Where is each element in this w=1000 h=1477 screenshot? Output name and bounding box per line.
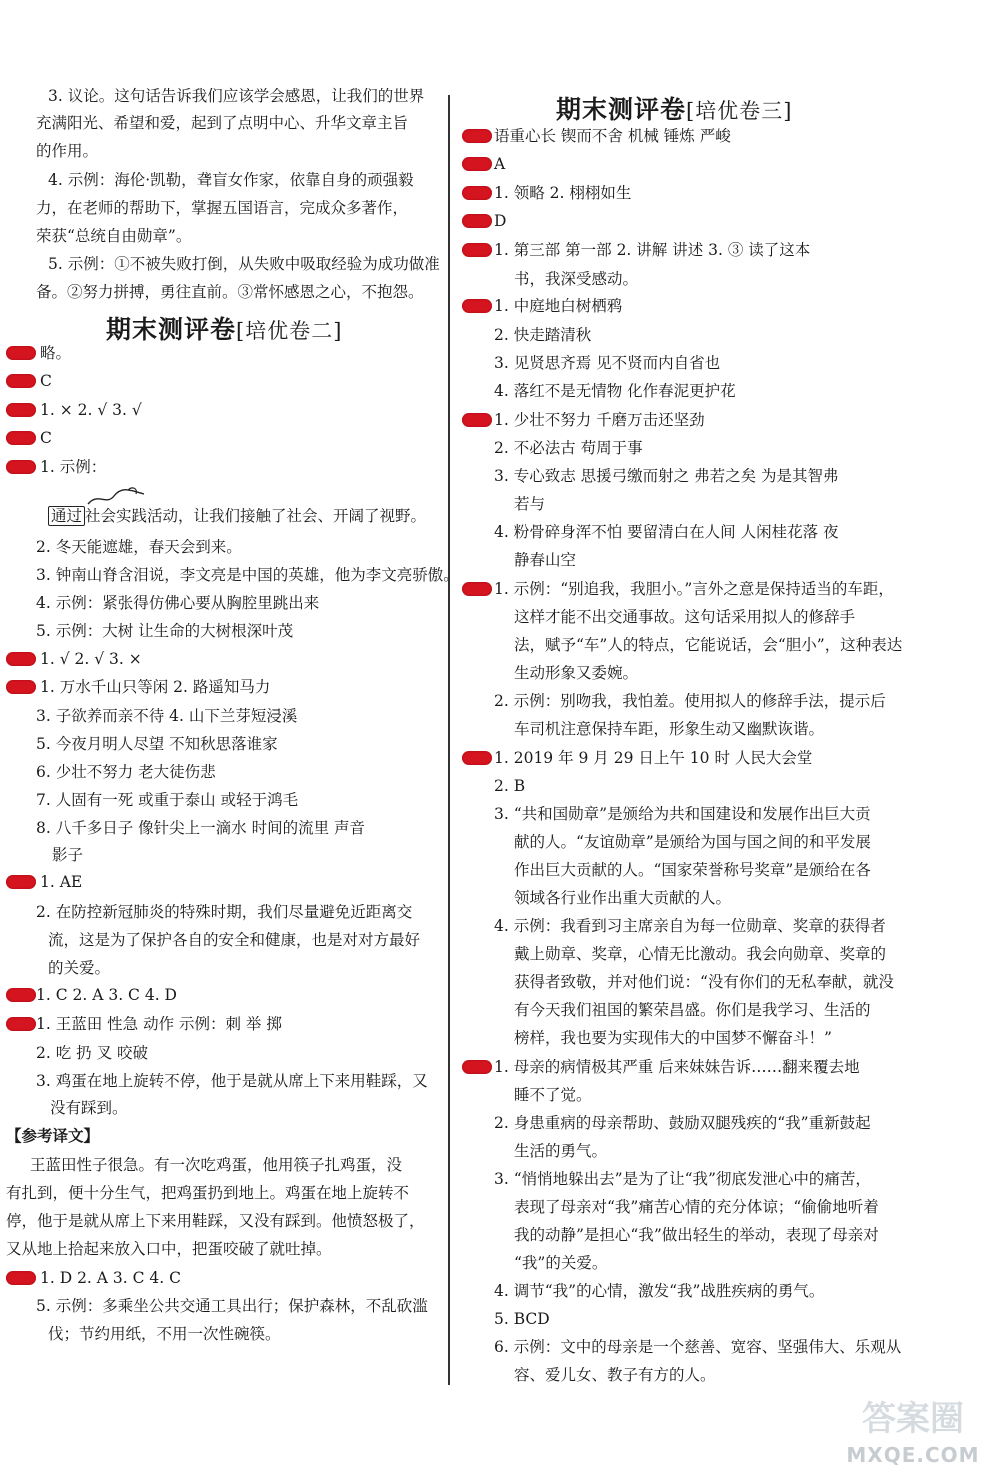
section-marker: [6, 346, 36, 360]
answer-line: 力，在老师的帮助下，掌握五国语言，完成众多著作，: [36, 199, 409, 217]
answer-line: 4. 粉骨碎身浑不怕 要留清白在人间 人闲桂花落 夜: [494, 523, 839, 541]
answer-line: 1. D 2. A 3. C 4. C: [40, 1269, 181, 1287]
section-marker: [462, 214, 492, 228]
answer-line: 作出巨大贡献的人。“国家荣誉称号奖章”是颁给在各: [514, 861, 871, 879]
answer-line: A: [494, 155, 506, 173]
answer-line: 2. 不必法古 苟周于事: [494, 439, 643, 457]
answer-line: 伐；节约用纸，不用一次性碗筷。: [48, 1325, 281, 1343]
section-marker: [6, 431, 36, 445]
section-marker: [462, 1060, 492, 1074]
answer-line: 4. 示例：紧张得仿佛心要从胸腔里跳出来: [36, 594, 320, 612]
column-divider: [448, 95, 450, 1385]
section-marker: [462, 299, 492, 313]
answer-line: 1. 领略 2. 栩栩如生: [494, 184, 632, 202]
answer-line: 4. 示例：我看到习主席亲自为每一位勋章、奖章的获得者: [494, 917, 886, 935]
answer-line: 睡不了觉。: [514, 1086, 592, 1104]
section-marker: [462, 413, 492, 427]
answer-line: 1. √ 2. √ 3. ×: [40, 650, 142, 668]
section-marker: [462, 243, 492, 257]
section-marker: [6, 403, 36, 417]
watermark-url: MXQE.COM: [846, 1443, 980, 1467]
answer-line: 2. 快走踏清秋: [494, 326, 592, 344]
answer-line-boxed: [48, 506, 426, 526]
answer-line: 书，我深受感动。: [514, 270, 639, 288]
answer-line: 8. 八千多日子 像针尖上一滴水 时间的流里 声音: [36, 819, 365, 837]
answer-line: 1. 示例：: [40, 458, 107, 476]
exam3-title-text: 期末测评卷: [556, 95, 687, 124]
answer-line: 5. 示例：①不被失败打倒，从失败中吸取经验为成功做准: [48, 255, 440, 273]
watermark-logo: 答案圈: [862, 1399, 964, 1439]
reference-heading: 【参考译文】: [6, 1126, 100, 1145]
answer-line: 法，赋予“车”人的特点，它能说话，会“胆小”，这种表达: [514, 636, 903, 654]
answer-line: 有今天我们祖国的繁荣昌盛。你们是我学习、生活的: [514, 1001, 871, 1019]
answer-line: 1. 少壮不努力 千磨万击还坚劲: [494, 411, 705, 429]
answer-line: 表现了母亲对“我”痛苦心情的充分体谅；“偷偷地听着: [514, 1198, 879, 1216]
boxed-word: 通过: [48, 506, 85, 526]
answer-line: 1. C 2. A 3. C 4. D: [36, 986, 177, 1004]
answer-line: 1. 母亲的病情极其严重 后来妹妹告诉……翻来覆去地: [494, 1058, 860, 1076]
answer-line: 我的动静”是担心“我”做出轻生的举动，表现了母亲对: [514, 1226, 879, 1244]
answer-line: 2. 示例：别吻我，我怕羞。使用拟人的修辞手法，提示后: [494, 692, 886, 710]
answer-line: 5. 示例：多乘坐公共交通工具出行；保护森林，不乱砍滥: [36, 1297, 428, 1315]
answer-line: 3. 鸡蛋在地上旋转不停，他于是就从席上下来用鞋踩，又: [36, 1072, 428, 1090]
exam3-subtitle: [培优卷三]: [686, 99, 793, 123]
answer-line: 2. 冬天能遮雄，春天会到来。: [36, 538, 242, 556]
answer-line: 备。②努力拼搏，勇往直前。③常怀感恩之心，不抱怨。: [36, 283, 424, 301]
answer-line: 获得者致敬，并对他们说：“没有你们的无私奉献，就没: [514, 973, 894, 991]
answer-line: 车司机注意保持车距，形象生动又幽默诙谐。: [514, 720, 825, 738]
translation-line: 停，他于是就从席上下来用鞋踩，又没有踩到。他愤怒极了，: [6, 1212, 425, 1230]
section-marker: [6, 680, 36, 694]
answer-line: 的作用。: [36, 142, 99, 160]
answer-line: 的关爱。: [48, 959, 111, 977]
answer-line: 流，这是为了保护各自的安全和健康，也是对对方最好: [48, 931, 421, 949]
answer-line: 静春山空: [514, 551, 577, 569]
answer-line: 3. 议论。这句话告诉我们应该学会感恩，让我们的世界: [48, 87, 425, 105]
section-marker: [462, 582, 492, 596]
exam2-title: [106, 310, 342, 346]
answer-line: 2. 身患重病的母亲帮助、鼓励双腿残疾的“我”重新鼓起: [494, 1114, 871, 1132]
answer-line: 2. 吃 扔 叉 咬破: [36, 1044, 148, 1062]
answer-line: 没有踩到。: [50, 1099, 128, 1117]
answer-line: 3. “共和国勋章”是颁给为共和国建设和发展作出巨大贡: [494, 805, 871, 823]
section-marker: [462, 129, 492, 143]
boxed-sentence: 社会实践活动，让我们接触了社会、开阔了视野。: [85, 507, 427, 525]
answer-line: 领域各行业作出重大贡献的人。: [514, 889, 732, 907]
answer-line: 7. 人固有一死 或重于泰山 或轻于鸿毛: [36, 791, 299, 809]
answer-line: 1. AE: [40, 873, 83, 891]
answer-line: 容、爱儿女、教子有方的人。: [514, 1366, 716, 1384]
section-marker: [6, 875, 36, 889]
exam3-title: [556, 90, 792, 126]
answer-line: 3. 专心致志 思援弓缴而射之 弗若之矣 为是其智弗: [494, 467, 839, 485]
section-marker: [6, 988, 36, 1002]
answer-line: 3. 见贤思齐焉 见不贤而内自省也: [494, 354, 721, 372]
section-marker: [6, 652, 36, 666]
answer-line: 3. “悄悄地躲出去”是为了让“我”彻底发泄心中的痛苦，: [494, 1170, 871, 1188]
answer-line: “我”的关爱。: [514, 1254, 608, 1272]
section-marker: [6, 374, 36, 388]
answer-line: 略。: [40, 344, 72, 362]
answer-line: 4. 调节“我”的心情，激发“我”战胜疾病的勇气。: [494, 1282, 825, 1300]
section-marker: [6, 1017, 36, 1031]
answer-line: 5. 示例：大树 让生命的大树根深叶茂: [36, 622, 294, 640]
section-marker: [462, 186, 492, 200]
answer-line: 戴上勋章、奖章，心情无比激动。我会向勋章、奖章的: [514, 945, 887, 963]
answer-line: 生动形象又委婉。: [514, 664, 639, 682]
answer-line: 榜样，我也要为实现伟大的中国梦不懈奋斗！”: [514, 1029, 832, 1047]
answer-line: 若与: [514, 495, 546, 513]
answer-line: 生活的勇气。: [514, 1142, 608, 1160]
answer-line: 1. × 2. √ 3. √: [40, 401, 142, 419]
answer-line: 2. 在防控新冠肺炎的特殊时期，我们尽量避免近距离交: [36, 903, 413, 921]
answer-line: 语重心长 锲而不舍 机械 锤炼 严峻: [494, 127, 731, 145]
translation-line: 有扎到，便十分生气，把鸡蛋扔到地上。鸡蛋在地上旋转不: [6, 1184, 410, 1202]
answer-line: 6. 示例：文中的母亲是一个慈善、宽容、坚强伟大、乐观从: [494, 1338, 902, 1356]
translation-line: 王蓝田性子很急。有一次吃鸡蛋，他用筷子扎鸡蛋，没: [30, 1156, 403, 1174]
answer-line: 4. 落红不是无情物 化作春泥更护花: [494, 382, 736, 400]
answer-line: 1. 第三部 第一部 2. 讲解 讲述 3. ③ 读了这本: [494, 241, 811, 259]
answer-line: 4. 示例：海伦·凯勒，聋盲女作家，依靠自身的顽强毅: [48, 171, 414, 189]
answer-line: 5. 今夜月明人尽望 不知秋思落谁家: [36, 735, 278, 753]
answer-line: 6. 少壮不努力 老大徒伤悲: [36, 763, 216, 781]
section-marker: [6, 460, 36, 474]
answer-line: 1. 中庭地白树栖鸦: [494, 297, 623, 315]
answer-line: 5. BCD: [494, 1310, 550, 1328]
answer-line: 这样才能不出交通事故。这句话采用拟人的修辞手: [514, 608, 856, 626]
answer-line: C: [40, 429, 52, 447]
answer-line: 影子: [52, 846, 84, 864]
translation-line: 又从地上拾起来放入口中，把蛋咬破了就吐掉。: [6, 1240, 332, 1258]
answer-line: 1. 万水千山只等闲 2. 路遥知马力: [40, 678, 271, 696]
answer-line: 充满阳光、希望和爱，起到了点明中心、升华文章主旨: [36, 114, 409, 132]
edit-mark-icon: [84, 486, 148, 508]
answer-line: 1. 示例：“别追我，我胆小。”言外之意是保持适当的车距，: [494, 580, 894, 598]
answer-line: 2. B: [494, 777, 526, 795]
answer-line: 1. 王蓝田 性急 动作 示例：刺 举 掷: [36, 1015, 282, 1033]
section-marker: [462, 157, 492, 171]
answer-line: 荣获“总统自由勋章”。: [36, 227, 192, 245]
answer-line: D: [494, 212, 507, 230]
watermark: [838, 1391, 988, 1467]
exam2-subtitle: [培优卷二]: [236, 319, 343, 343]
exam2-title-text: 期末测评卷: [106, 315, 237, 344]
answer-line: 3. 子欲养而亲不待 4. 山下兰芽短浸溪: [36, 707, 298, 725]
answer-line: 献的人。“友谊勋章”是颁给为国与国之间的和平发展: [514, 833, 871, 851]
answer-line: 1. 2019 年 9 月 29 日上午 10 时 人民大会堂: [494, 749, 813, 767]
section-marker: [462, 751, 492, 765]
answer-line: C: [40, 372, 52, 390]
section-marker: [6, 1271, 36, 1285]
answer-line: 3. 钟南山脊含泪说，李文亮是中国的英雄，他为李文亮骄傲。: [36, 566, 459, 584]
